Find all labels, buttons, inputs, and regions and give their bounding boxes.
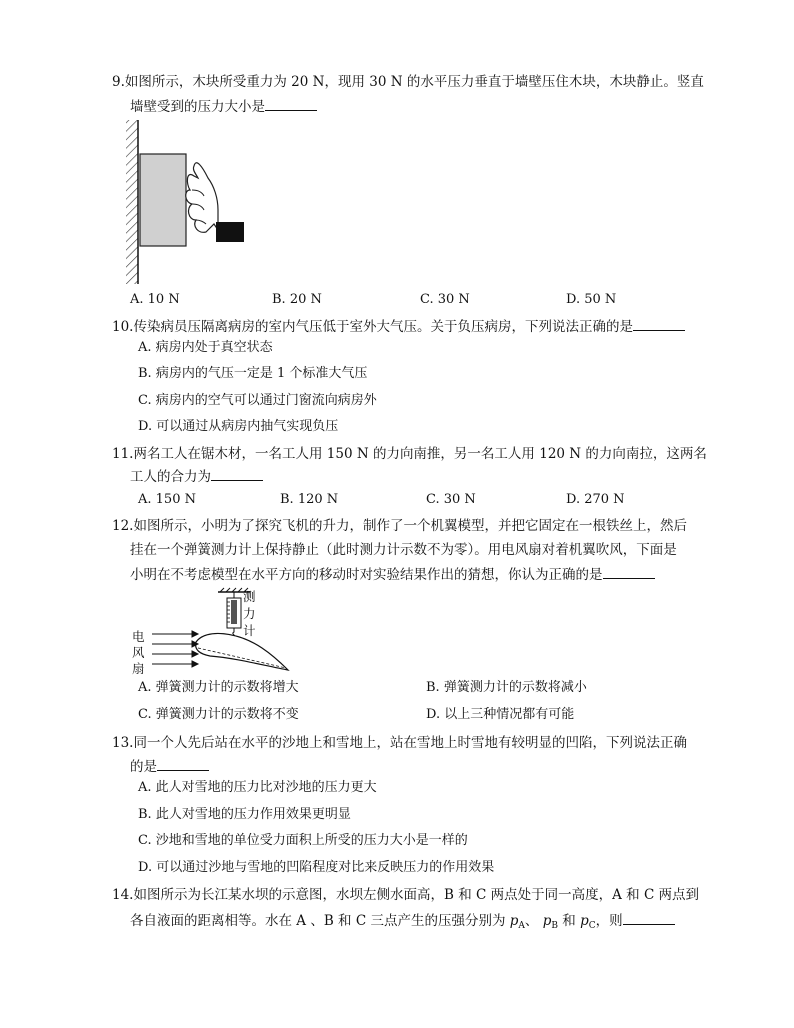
- q12-option-d[interactable]: D. 以上三种情况都有可能: [426, 707, 575, 722]
- q14-text-1: 如图所示为长江某水坝的示意图，水坝左侧水面高，B 和 C 两点处于同一高度，A 和 C 两点到: [133, 887, 700, 903]
- answer-blank[interactable]: [265, 96, 317, 111]
- q12-number: 12.: [112, 518, 134, 534]
- q12-text-2: 挂在一个弹簧测力计上保持静止（此时测力计示数不为零）。用电风扇对着机翼吹风，下面是: [130, 542, 677, 558]
- hand-icon: [186, 163, 244, 242]
- q10-option-b[interactable]: B. 病房内的气压一定是 1 个标准大气压: [138, 366, 368, 381]
- q9-option-d[interactable]: D. 50 N: [566, 292, 617, 307]
- q13-option-d[interactable]: D. 可以通过沙地与雪地的凹陷程度对比来反映压力的作用效果: [138, 860, 495, 875]
- q12-text-3: 小明在不考虑模型在水平方向的移动时对实验结果作出的猜想，你认为正确的是: [130, 567, 603, 583]
- answer-blank[interactable]: [603, 564, 655, 579]
- q9-option-b[interactable]: B. 20 N: [272, 292, 322, 307]
- q13-line-1: [112, 733, 687, 753]
- meter-label-2: 力: [243, 606, 256, 621]
- q13-option-b[interactable]: B. 此人对雪地的压力作用效果更明显: [138, 807, 351, 822]
- q12-line-2: [130, 540, 677, 560]
- q9-text-1: 如图所示，木块所受重力为 20 N，现用 30 N 的水平压力垂直于墙壁压住木块，木块静止。竖直: [124, 74, 704, 90]
- q9-line-2: [130, 96, 317, 117]
- q11-option-c[interactable]: C. 30 N: [426, 492, 476, 507]
- q12-line-1: [112, 516, 687, 536]
- fan-label-3: 扇: [132, 661, 145, 676]
- q12-line-3: [130, 564, 655, 585]
- joiner-2: 和: [557, 913, 581, 929]
- joiner-3: ，则: [595, 913, 623, 929]
- q10-text-1: 传染病员压隔离病房的室内气压低于室外大气压。关于负压病房，下列说法正确的是: [133, 319, 633, 335]
- meter-label-1: 测: [243, 589, 256, 604]
- q13-text-1: 同一个人先后站在水平的沙地上和雪地上，站在雪地上时雪地有较明显的凹陷，下列说法正确: [133, 735, 687, 751]
- q12-text-1: 如图所示，小明为了探究飞机的升力，制作了一个机翼模型，并把它固定在一根铁丝上，然后: [133, 518, 687, 534]
- q10-option-c[interactable]: C. 病房内的空气可以通过门窗流向病房外: [138, 393, 377, 408]
- sleeve: [216, 222, 244, 242]
- q13-line-2: [130, 756, 209, 777]
- q11-text-2: 工人的合力为: [130, 469, 211, 485]
- wall-hatching: [126, 120, 138, 284]
- q14-line-1: [112, 885, 699, 905]
- q12-option-a[interactable]: A. 弹簧测力计的示数将增大: [138, 680, 299, 695]
- q9-option-c[interactable]: C. 30 N: [420, 292, 470, 307]
- q11-option-d[interactable]: D. 270 N: [566, 492, 625, 507]
- answer-blank[interactable]: [633, 316, 685, 331]
- q13-option-a[interactable]: A. 此人对雪地的压力比对沙地的压力更大: [138, 780, 377, 795]
- q14-line-2: [130, 910, 675, 936]
- q10-option-d[interactable]: D. 可以通过从病房内抽气实现负压: [138, 419, 339, 434]
- fan-label-1: 电: [132, 629, 145, 644]
- spring-scale-inner: [231, 600, 237, 624]
- q11-text-1: 两名工人在锯木材，一名工人用 150 N 的力向南推，另一名工人用 120 N 的力向南拉，这两名: [133, 446, 707, 462]
- q13-option-c[interactable]: C. 沙地和雪地的单位受力面积上所受的压力大小是一样的: [138, 833, 468, 848]
- q14-number: 14.: [112, 887, 134, 903]
- pressure-sub-b: B: [551, 921, 558, 931]
- q9-text-2: 墙壁受到的压力大小是: [130, 99, 265, 115]
- q9-number: 9.: [112, 74, 125, 90]
- q10-number: 10.: [112, 319, 134, 335]
- pressure-symbol-a: p: [509, 913, 519, 929]
- answer-blank[interactable]: [211, 466, 263, 481]
- q10-line-1: [112, 316, 685, 337]
- pressure-symbol-b: p: [542, 913, 552, 929]
- q11-option-a[interactable]: A. 150 N: [138, 492, 196, 507]
- q13-text-2: 的是: [130, 759, 157, 775]
- airflow-arrows: [152, 631, 198, 667]
- pressure-sub-a: A: [518, 921, 525, 931]
- meter-label-3: 计: [243, 623, 256, 638]
- pressure-sub-c: C: [588, 921, 596, 931]
- q13-number: 13.: [112, 735, 134, 751]
- q9-option-a[interactable]: A. 10 N: [130, 292, 180, 307]
- q14-text-2: 各自液面的距离相等。水在 A 、B 和 C 三点产生的压强分别为: [130, 913, 510, 929]
- answer-blank[interactable]: [623, 910, 675, 925]
- q11-line-2: [130, 466, 263, 487]
- q12-option-c[interactable]: C. 弹簧测力计的示数将不变: [138, 707, 299, 722]
- fan-label-2: 风: [132, 645, 145, 660]
- q10-option-a[interactable]: A. 病房内处于真空状态: [138, 340, 273, 355]
- q11-number: 11.: [112, 446, 134, 462]
- wooden-block: [140, 154, 186, 246]
- q11-option-b[interactable]: B. 120 N: [280, 492, 339, 507]
- q9-line-1: [112, 72, 704, 92]
- pressure-symbol-c: p: [580, 913, 589, 929]
- q11-line-1: [112, 444, 707, 464]
- wing-model-figure: [126, 588, 306, 674]
- wing-model: [196, 633, 288, 670]
- wall-block-figure: [122, 118, 252, 288]
- answer-blank[interactable]: [157, 756, 209, 771]
- joiner-1: 、: [524, 913, 543, 929]
- q12-option-b[interactable]: B. 弹簧测力计的示数将减小: [426, 680, 587, 695]
